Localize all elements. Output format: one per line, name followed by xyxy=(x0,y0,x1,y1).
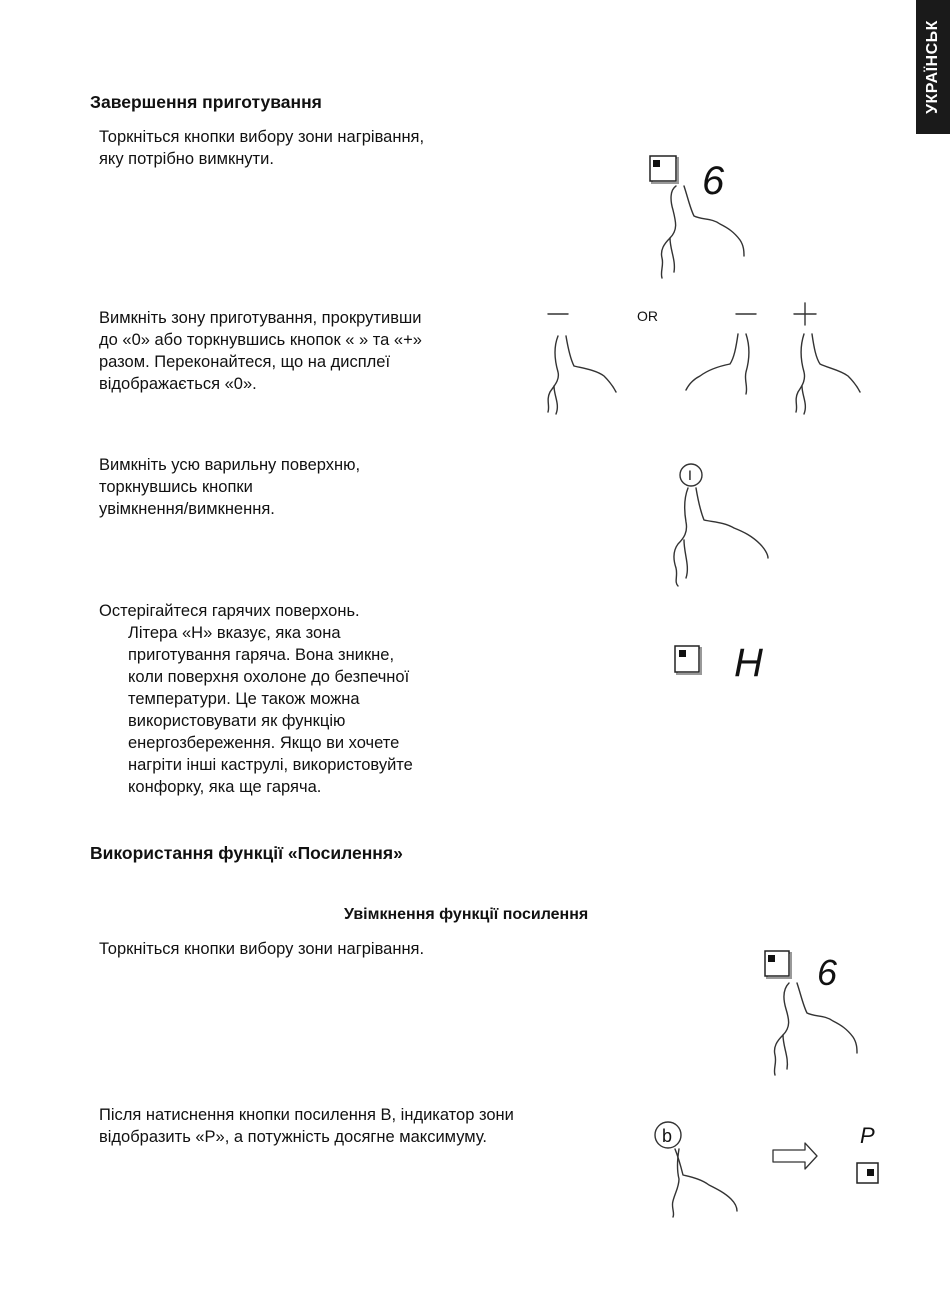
figure-boost-activate xyxy=(645,1115,885,1220)
figure-boost-key: b xyxy=(662,1126,673,1146)
figure-boost-digit: P xyxy=(860,1123,875,1148)
boost-subtitle: Увімкнення функції посилення xyxy=(344,906,589,923)
boost-step2-text: Після натиснення кнопки посилення B, індикатор зони відобразить «P», а потужність досягне максимуму. xyxy=(99,1106,514,1146)
figure-boost-zone-digit: 6 xyxy=(817,952,838,993)
figure-power-off xyxy=(660,460,780,590)
finish-step3-text: Вимкніть усю варильну поверхню, торкнувшись кнопки увімкнення/вимкнення. xyxy=(99,456,361,518)
finish-step2-text: Вимкніть зону приготування, прокрутивши до «0» або торкнувшись кнопок « » та «+» разом. Переконайтеся, що на дисплеї відображається «0». xyxy=(99,309,422,393)
language-tab xyxy=(916,0,950,134)
language-tab-label: УКРАЇНСЬК xyxy=(924,20,941,114)
figure-boost-zone-select xyxy=(755,945,875,1085)
figure-zone-select-digit: 6 xyxy=(702,159,725,203)
finish-step4-lead: Остерігайтеся гарячих поверхонь. xyxy=(99,602,360,620)
section-title-finish: Завершення приготування xyxy=(90,92,322,112)
finish-step1-text: Торкніться кнопки вибору зони нагрівання, яку потрібно вимкнути. xyxy=(99,128,425,168)
figure-zone-select xyxy=(640,150,760,290)
boost-step1-text: Торкніться кнопки вибору зони нагрівання. xyxy=(99,940,425,958)
finish-step4-body: Літера «H» вказує, яка зона приготування гаряча. Вона зникне, коли поверхня охолоне до безпечної температури. Це також можна використовувати як функцію енергозбереження. Якщо ви хочете нагріти інші каструлі, використовуйте конфорку, яка ще гаряча. xyxy=(128,624,413,796)
figure-hot-indicator xyxy=(668,636,778,686)
figure-hot-digit: H xyxy=(734,641,763,685)
section-title-boost: Використання функції «Посилення» xyxy=(90,843,403,863)
figure-turn-off-zone xyxy=(540,300,880,420)
figure-power-key: I xyxy=(688,467,692,483)
figure-or-label: OR xyxy=(637,308,658,324)
